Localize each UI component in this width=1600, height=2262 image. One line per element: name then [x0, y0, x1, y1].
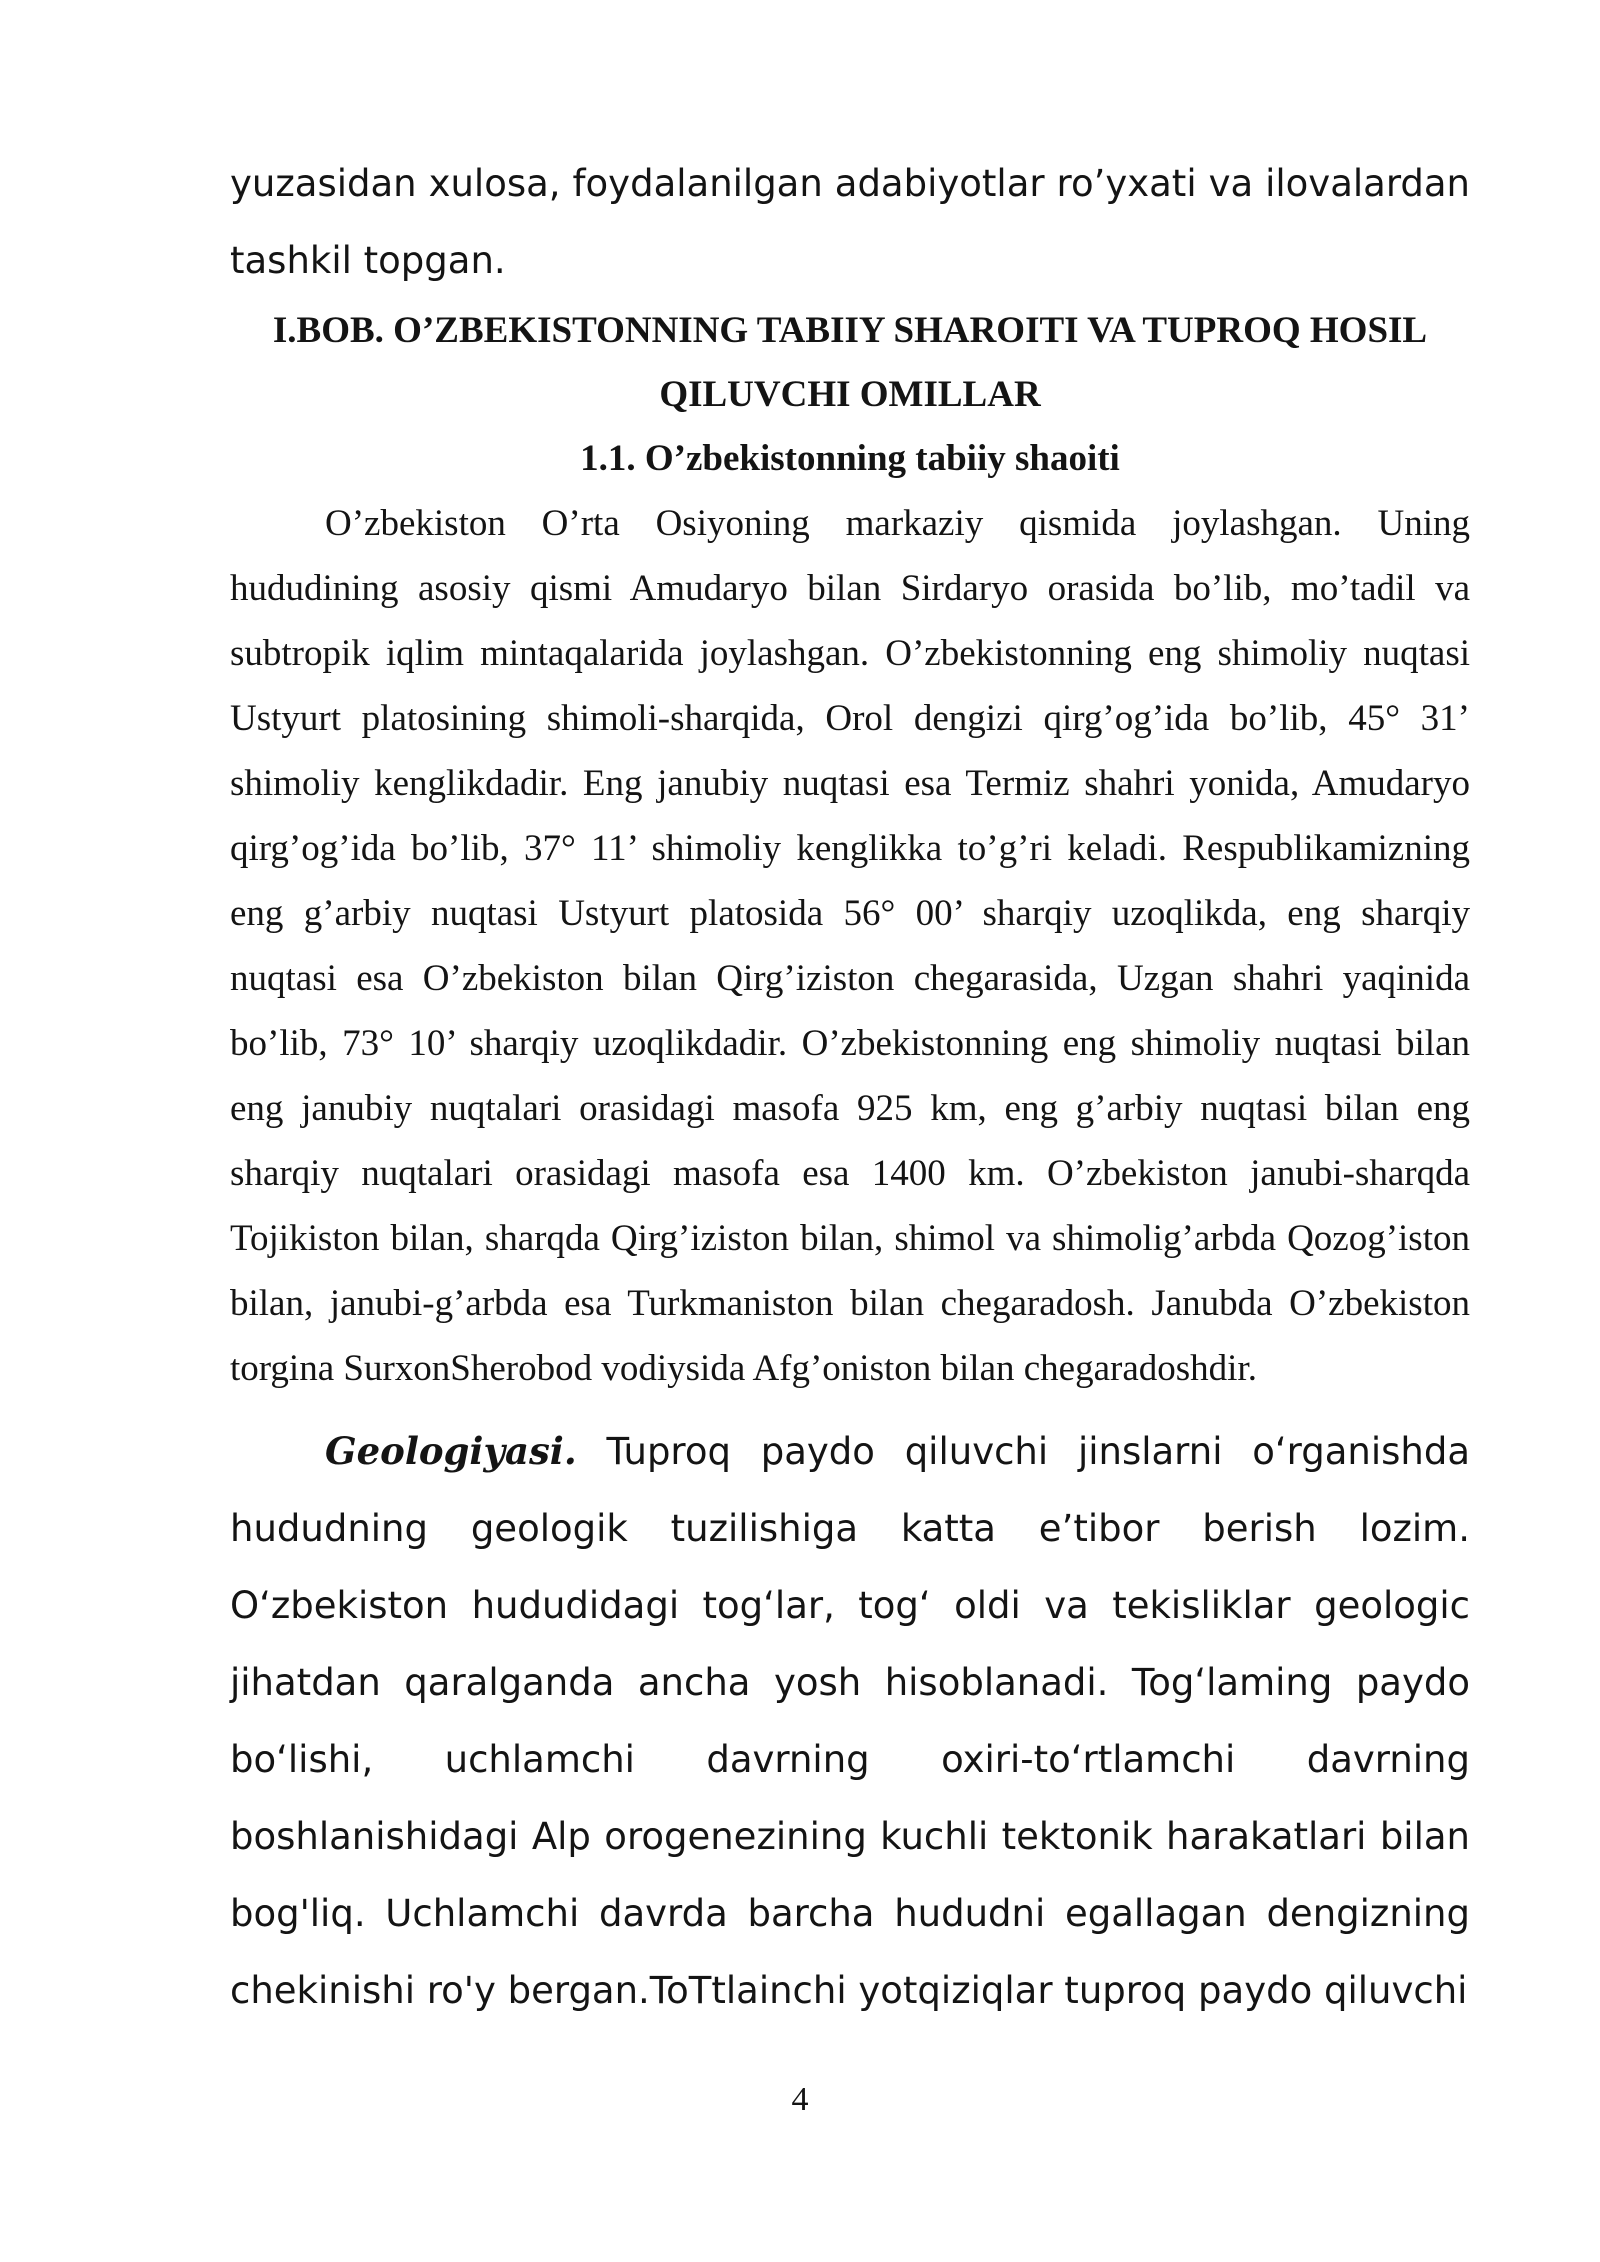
section-title: 1.1. O’zbekistonning tabiiy shaoiti — [580, 438, 1120, 479]
document-page — [230, 145, 1470, 2029]
page-number: 4 — [791, 2081, 809, 2118]
geology-paragraph — [230, 1413, 1470, 2029]
section-paragraph: O’zbekiston O’rta Osiyoning markaziy qismida joylashgan. Uning hududining asosiy qismi Amudaryo bilan Sirdaryo orasida bo’lib, mo’tadil va subtropik iqlim mintaqalarida joylashgan. O’zbekistonning eng shimoliy nuqtasi Ustyurt platosining shimoli-sharqida, Orol dengizi qirg’og’ida bo’lib, 45° 31’ shimoliy kenglikdadir. Eng janubiy nuqtasi esa Termiz shahri yonida, Amudaryo qirg’og’ida bo’lib, 37° 11’ shimoliy kenglikka to’g’ri keladi. Respublikamizning eng g’arbiy nuqtasi Ustyurt platosida 56° 00’ sharqiy uzoqlikda, eng sharqiy nuqtasi esa O’zbekiston bilan Qirg’iziston chegarasida, Uzgan shahri yaqinida bo’lib, 73° 10’ sharqiy uzoqlikdadir. O’zbekistonning eng shimoliy nuqtasi bilan eng janubiy nuqtalari orasidagi masofa 925 km, eng g’arbiy nuqtasi bilan eng sharqiy nuqtalari orasidagi masofa esa 1400 km. O’zbekiston janubi-sharqda Tojikiston bilan, sharqda Qirg’iziston bilan, shimol va shimolig’arbda Qozog’iston bilan, janubi-g’arbda esa Turkmaniston bilan chegaradosh. Janubda O’zbekiston torgina SurxonSherobod vodiysida Afg’oniston bilan chegaradoshdir. — [230, 503, 1470, 1389]
chapter-title-line-2: QILUVCHI OMILLAR — [659, 374, 1041, 415]
chapter-title-line-1: I.BOB. O’ZBEKISTONNING TABIIY SHAROITI VA TUPROQ HOSIL — [272, 310, 1428, 351]
geology-lead: Geologiyasi. — [325, 1429, 577, 1473]
chapter-title — [230, 299, 1470, 427]
geology-text: Tuproq paydo qiluvchi jinslarni o‘rganishda hududning geologik tuzilishiga katta e’tibor berish lozim. O‘zbekiston hududidagi tog‘lar, tog‘ oldi va tekisliklar geologic jihatdan qaralganda ancha yosh hisoblanadi. Tog‘laming paydo bo‘lishi, uchlamchi davrning oxiri-to‘rtlamchi davrning boshlanishidagi Alp orogenezining kuchli tektonik harakatlari bilan bog'liq. Uchlamchi davrda barcha hududni egallagan dengizning chekinishi ro'y bergan.ToTtlainchi yotqiziqlar tuproq paydo qiluvchi — [230, 1430, 1470, 2012]
intro-continuation: yuzasidan xulosa, foydalanilgan adabiyotlar ro’yxati va ilovalardan tashkil topgan. — [230, 162, 1470, 282]
